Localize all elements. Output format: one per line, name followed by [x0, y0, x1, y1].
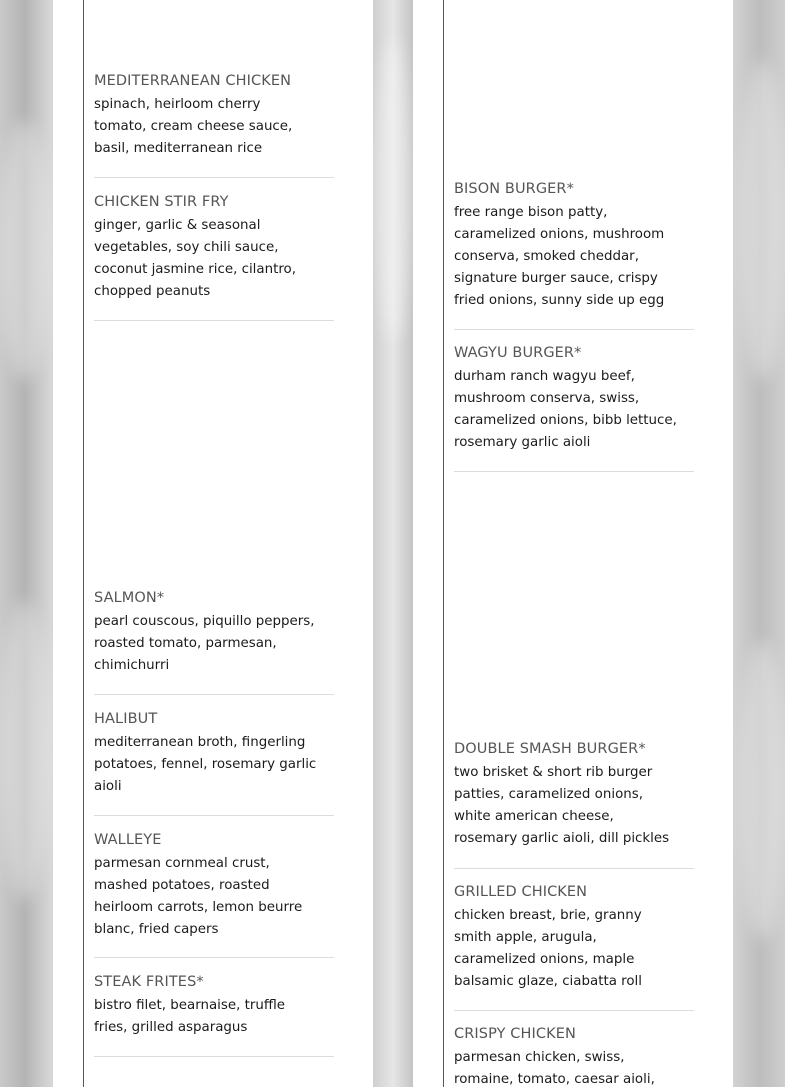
item-name: WAGYU BURGER*: [454, 345, 582, 361]
item-description: chicken breast, brie, granny smith apple, arugula, caramelized onions, maple balsamic glaze, ciabatta roll: [454, 908, 642, 989]
menu-item: [94, 830, 334, 958]
menu-item: [454, 882, 694, 1011]
item-name: HALIBUT: [94, 711, 158, 727]
menu-item: [94, 972, 334, 1057]
item-name: DOUBLE SMASH BURGER*: [454, 741, 646, 757]
background-blur: [373, 40, 413, 340]
item-name: WALLEYE: [94, 832, 162, 848]
item-description: bistro filet, bearnaise, truffle fries, grilled asparagus: [94, 998, 286, 1035]
menu-item: [94, 192, 334, 321]
item-description: spinach, heirloom cherry tomato, cream cheese sauce, basil, mediterranean rice: [94, 97, 293, 156]
background-blur: [740, 640, 785, 940]
background-blur: [0, 600, 50, 900]
item-name: SALMON*: [94, 590, 165, 606]
column-rule-right: [443, 0, 444, 1087]
menu-item: [454, 343, 694, 472]
item-name: STEAK FRITES*: [94, 974, 204, 990]
item-description: two brisket & short rib burger patties, caramelized onions, white american cheese, rosemary garlic aioli, dill pickles: [454, 765, 670, 846]
menu-item: [94, 588, 334, 695]
item-description: mediterranean broth, fingerling potatoes, fennel, rosemary garlic aioli: [94, 735, 317, 794]
menu-item: [94, 709, 334, 816]
menu-item: [94, 71, 334, 178]
menu-item: [454, 179, 694, 330]
menu-item: [454, 739, 694, 869]
background-blur: [0, 120, 50, 380]
item-description: ginger, garlic & seasonal vegetables, soy chili sauce, coconut jasmine rice, cilantro, chopped peanuts: [94, 218, 296, 299]
item-description: pearl couscous, piquillo peppers, roasted tomato, parmesan, chimichurri: [94, 614, 315, 673]
column-rule-left: [83, 0, 84, 1087]
item-name: BISON BURGER*: [454, 181, 574, 197]
item-name: CRISPY CHICKEN: [454, 1026, 576, 1042]
item-description: durham ranch wagyu beef, mushroom conserva, swiss, caramelized onions, bibb lettuce, rosemary garlic aioli: [454, 369, 677, 450]
item-name: GRILLED CHICKEN: [454, 884, 588, 900]
menu-item: [454, 1024, 694, 1087]
item-name: MEDITERRANEAN CHICKEN: [94, 73, 292, 89]
item-description: parmesan chicken, swiss, romaine, tomato, caesar aioli,: [454, 1050, 655, 1087]
item-description: free range bison patty, caramelized onions, mushroom conserva, smoked cheddar, signature burger sauce, crispy fried onions, sunny side up egg: [454, 205, 665, 308]
background-blur: [740, 60, 785, 380]
item-description: parmesan cornmeal crust, mashed potatoes, roasted heirloom carrots, lemon beurre blanc, fried capers: [94, 856, 303, 937]
item-name: CHICKEN STIR FRY: [94, 194, 229, 210]
